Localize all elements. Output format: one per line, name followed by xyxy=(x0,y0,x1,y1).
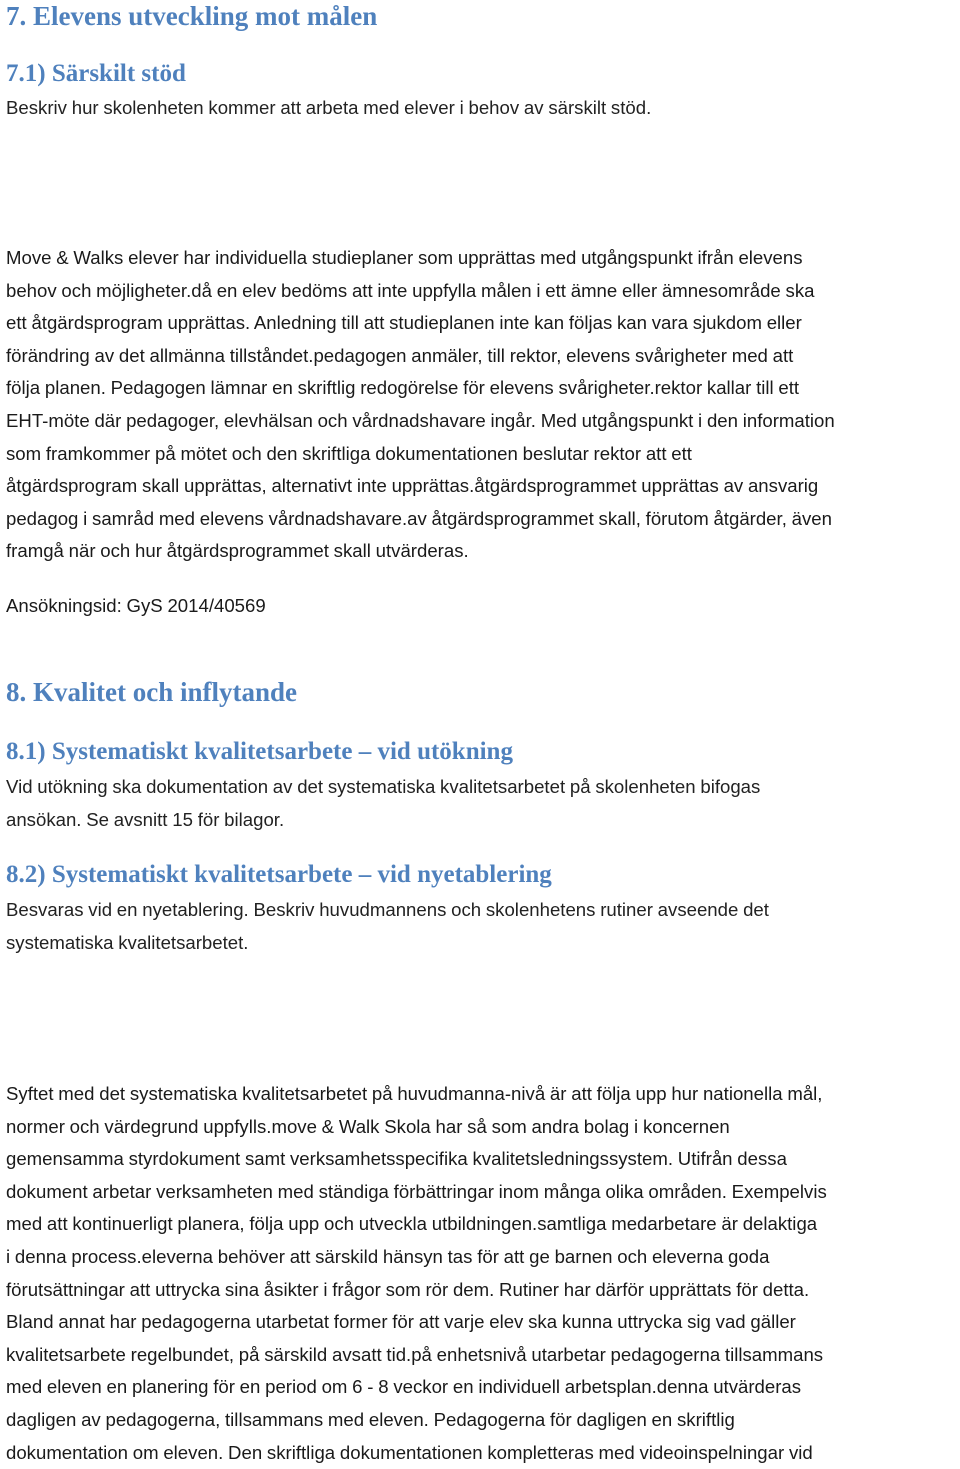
section-8-1-title: 8.1) Systematiskt kvalitetsarbete – vid utökning xyxy=(6,738,513,765)
section-7-title: 7. Elevens utveckling mot målen xyxy=(6,1,378,31)
application-id: Ansökningsid: GyS 2014/40569 xyxy=(6,595,266,616)
section-8-title: 8. Kvalitet och inflytande xyxy=(6,677,297,707)
section-8-2-title: 8.2) Systematiskt kvalitetsarbete – vid nyetablering xyxy=(6,861,552,888)
section-8-2-intro: Besvaras vid en nyetablering. Beskriv huvudmannens och skolenhetens rutiner avseende det systematiska kvalitetsarbetet. xyxy=(6,899,769,953)
section-8-1-intro: Vid utökning ska dokumentation av det systematiska kvalitetsarbetet på skolenheten bifogas ansökan. Se avsnitt 15 för bilagor. xyxy=(6,776,761,830)
section-7-1-answer: Move & Walks elever har individuella studieplaner som upprättas med utgångspunkt ifrån elevens behov och möjligheter.då en elev bedöms att inte uppfylla målen i ett ämne eller ämnesområde ska ett åtgärdsprogram upprättas. Anledning till att studieplanen inte kan följas kan vara sjukdom eller förändring av det allmänna tillståndet.pedagogen anmäler, till rektor, elevens svårigheter med att följa planen. Pedagogen lämnar en skriftlig redogörelse för elevens svårigheter.rektor kallar till ett EHT-möte där pedagoger, elevhälsan och vårdnadshavare ingår. Med utgångspunkt i den information som framkommer på mötet och den skriftliga dokumentationen beslutar rektor att ett åtgärdsprogram skall upprättas, alternativt inte upprättas.åtgärdsprogrammet upprättas av ansvarig pedagog i samråd med elevens vårdnadshavare.av åtgärdsprogrammet skall, förutom åtgärder, även framgå när och hur åtgärdsprogrammet skall utvärderas. xyxy=(6,247,835,562)
section-7-1-intro: Beskriv hur skolenheten kommer att arbeta med elever i behov av särskilt stöd. xyxy=(6,97,652,118)
section-7-1-title: 7.1) Särskilt stöd xyxy=(6,60,186,87)
section-8-2-answer: Syftet med det systematiska kvalitetsarbetet på huvudmanna-nivå är att följa upp hur nationella mål, normer och värdegrund uppfylls.move & Walk Skola har så som andra bolag i koncernen gemensamma styrdokument samt verksamhetsspecifika kvalitetsledningssystem. Utifrån dessa dokument arbetar verksamheten med ständiga förbättringar inom många olika områden. Exempelvis med att kontinuerligt planera, följa upp och utveckla utbildningen.samtliga medarbetare är delaktiga i denna process.eleverna behöver att särskild hänsyn tas för att ge barnen och eleverna goda förutsättningar att uttrycka sina åsikter i frågor som rör dem. Rutiner har därför upprättats för detta. Bland annat har pedagogerna utarbetat former för att varje elev ska kunna uttrycka sig vad gäller kvalitetsarbete regelbundet, på särskild avsatt tid.på enhetsnivå utarbetar pedagogerna tillsammans med eleven en planering för en period om 6 - 8 veckor en individuell arbetsplan.denna utvärderas dagligen av pedagogerna, tillsammans med eleven. Pedagogerna för dagligen en skriftlig dokumentation om eleven. Den skriftliga dokumentationen kompletteras med videoinspelningar vid xyxy=(6,1083,827,1463)
